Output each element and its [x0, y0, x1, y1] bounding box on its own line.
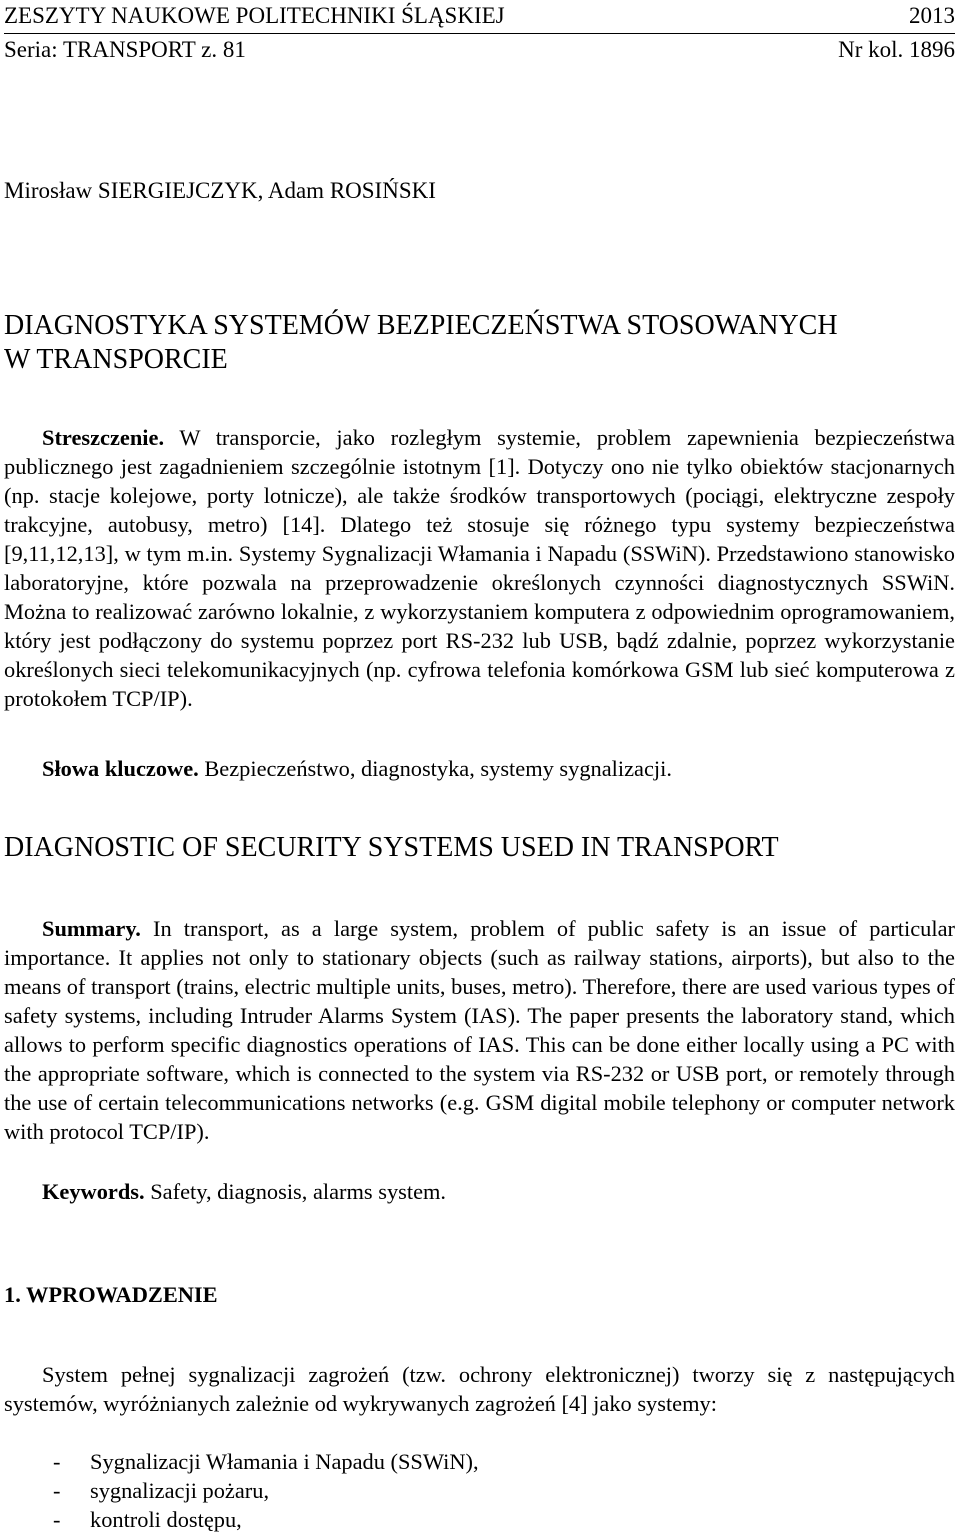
systems-list [4, 1447, 955, 1534]
paper-title-pl-line2: W TRANSPORCIE [4, 344, 228, 375]
header-rule [4, 33, 955, 34]
abstract-pl-text: W transporcie, jako rozległym systemie, problem zapewnienia bezpieczeństwa publicznego jest zagadnieniem szczególnie istotnym [1]. Dotyczy ono nie tylko obiektów stacjonarnych (np. stacje kolejowe, porty lotnicze), ale także środków transportowych (pociągi, elektryczne zespoły trakcyjne, autobusy, metro) [14]. Dlatego też stosuje się różnego typu systemy bezpieczeństwa [9,11,12,13], w tym m.in. Systemy Sygnalizacji Włamania i Napadu (SSWiN). Przedstawiono stanowisko laboratoryjne, które pozwala na przeprowadzenie określonych czynności diagnostycznych SSWiN. Można to realizować zarówno lokalnie, z wykorzystaniem komputera z odpowiednim oprogramowaniem, który jest podłączony do systemu poprzez port RS-232 lub USB, bądź zdalnie, poprzez wykorzystanie określonych sieci telekomunikacyjnych (np. cyfrowa telefonia komórkowa GSM lub sieć komputerowa z protokołem TCP/IP). [4, 425, 955, 711]
paper-title-pl-line1: DIAGNOSTYKA SYSTEMÓW BEZPIECZEŃSTWA STOSOWANYCH [4, 310, 838, 341]
keywords-en-label: Keywords. [42, 1179, 145, 1204]
abstract-en [4, 914, 955, 1146]
journal-name: ZESZYTY NAUKOWE POLITECHNIKI ŚLĄSKIEJ [4, 3, 505, 28]
authors: Mirosław SIERGIEJCZYK, Adam ROSIŃSKI [4, 178, 436, 203]
keywords-en [4, 1177, 955, 1206]
journal-number: Nr kol. 1896 [838, 37, 955, 62]
list-item [4, 1476, 955, 1505]
running-header-line2 [4, 36, 955, 64]
keywords-pl [4, 754, 955, 783]
list-dash: - [53, 1449, 61, 1474]
keywords-en-text: Safety, diagnosis, alarms system. [144, 1179, 447, 1204]
keywords-pl-label: Słowa kluczowe. [42, 756, 199, 781]
journal-series: Seria: TRANSPORT z. 81 [4, 37, 246, 62]
running-header-line1 [4, 2, 955, 30]
list-dash: - [53, 1478, 61, 1503]
paper-title-pl [4, 309, 955, 377]
keywords-pl-text: Bezpieczeństwo, diagnostyka, systemy sygnalizacji. [198, 756, 672, 781]
list-item-text: Sygnalizacji Włamania i Napadu (SSWiN), [90, 1449, 479, 1474]
abstract-en-text: In transport, as a large system, problem of public safety is an issue of particular importance. It applies not only to stationary objects (such as railway stations, airports), but also to the means of transport (trains, electric multiple units, buses, metro). Therefore, there are used various types of safety systems, including Intruder Alarms System (IAS). The paper presents the laboratory stand, which allows to perform specific diagnostics operations of IAS. This can be done either locally using a PC with the appropriate software, which is connected to the system via RS-232 or USB port, or remotely through the use of certain telecommunications networks (e.g. GSM digital mobile telephony or computer network with protocol TCP/IP). [4, 916, 955, 1144]
paper-title-en: DIAGNOSTIC OF SECURITY SYSTEMS USED IN TRANSPORT [4, 832, 779, 863]
abstract-en-label: Summary. [42, 916, 141, 941]
section-heading: 1. WPROWADZENIE [4, 1282, 218, 1307]
list-item [4, 1505, 955, 1534]
abstract-pl [4, 423, 955, 713]
list-item-text: kontroli dostępu, [90, 1507, 242, 1532]
abstract-pl-label: Streszczenie. [42, 425, 165, 450]
journal-year: 2013 [909, 3, 955, 28]
list-item [4, 1447, 955, 1476]
list-dash: - [53, 1507, 61, 1532]
list-item-text: sygnalizacji pożaru, [90, 1478, 270, 1503]
section-intro: System pełnej sygnalizacji zagrożeń (tzw. ochrony elektronicznej) tworzy się z następujących systemów, wyróżnianych zależnie od wykrywanych zagrożeń [4] jako systemy: [4, 1362, 955, 1416]
